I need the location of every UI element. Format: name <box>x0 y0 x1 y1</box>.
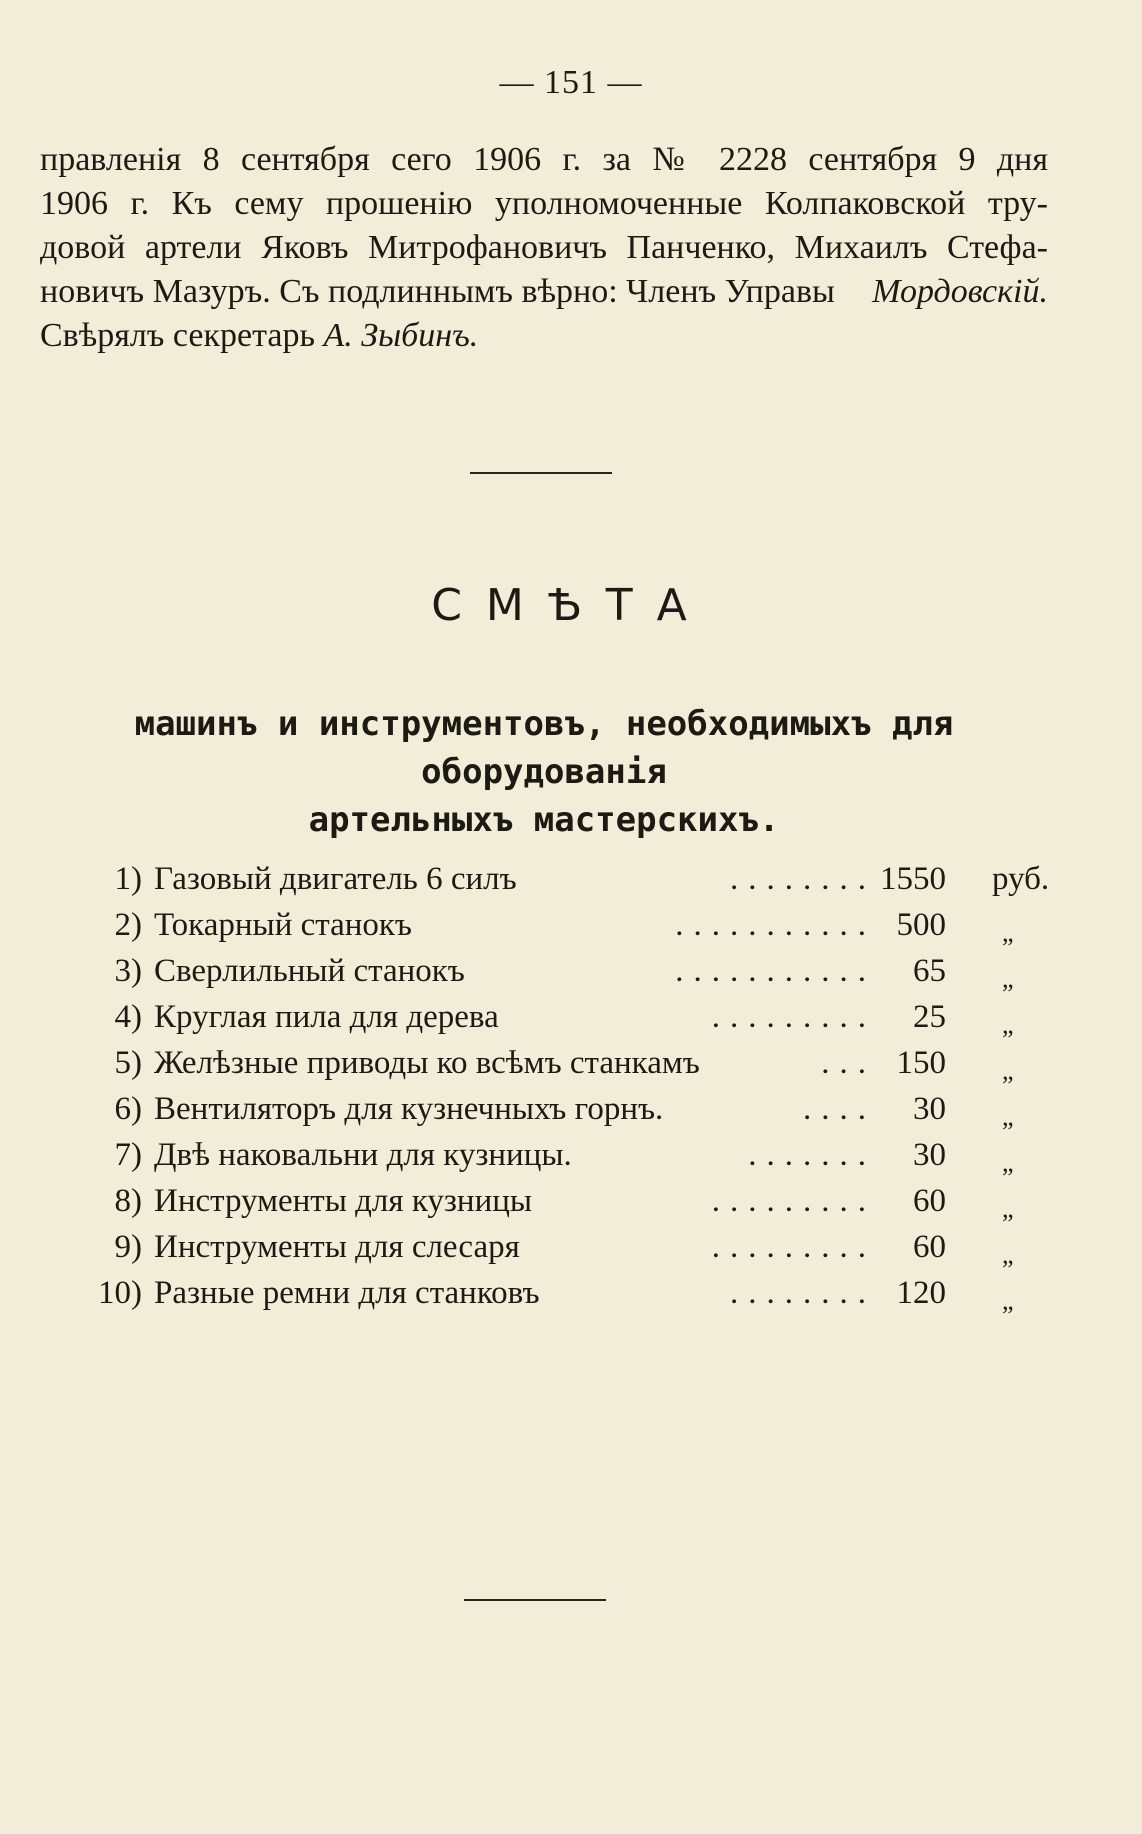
item-unit: „ <box>1002 1240 1014 1269</box>
item-number: 7) <box>114 1137 142 1173</box>
item-amount: 500 <box>896 907 946 943</box>
item-number: 5) <box>114 1045 142 1081</box>
item-unit: „ <box>1002 1286 1014 1315</box>
paragraph-line-text: Свѣрялъ секретарь <box>40 317 315 354</box>
item-leader-dots: ......... <box>711 999 876 1035</box>
list-item <box>86 1178 1046 1224</box>
item-unit: „ <box>1002 1010 1014 1039</box>
page-number: — 151 — <box>499 64 643 101</box>
item-leader-dots: ........ <box>730 861 876 897</box>
list-item <box>86 948 1046 994</box>
item-leader-dots: ........ <box>730 1275 876 1311</box>
item-amount: 120 <box>896 1275 946 1311</box>
paragraph-line: довой артели Яковъ Митрофановичъ Панченко, Михаилъ Стефа- <box>40 229 1048 266</box>
item-name: Инструменты для слесаря <box>154 1229 520 1265</box>
item-amount: 25 <box>913 999 946 1035</box>
item-amount: 150 <box>896 1045 946 1081</box>
item-name: Разные ремни для станковъ <box>154 1275 540 1311</box>
item-name: Круглая пила для дерева <box>154 999 499 1035</box>
item-number: 4) <box>114 999 142 1035</box>
item-leader-dots: ......... <box>711 1183 876 1219</box>
item-leader-dots: .... <box>803 1091 876 1127</box>
item-name: Желѣзные приводы ко всѣмъ станкамъ <box>154 1045 700 1081</box>
item-unit: „ <box>1002 1102 1014 1131</box>
signature-mordovsky: Мордовскій. <box>872 273 1048 310</box>
paragraph-line: 1906 г. Къ сему прошенію уполномоченные Колпаковской тру- <box>40 185 1048 222</box>
item-amount: 60 <box>913 1229 946 1265</box>
list-item <box>86 1040 1046 1086</box>
paragraph-line <box>40 270 1048 314</box>
item-name: Инструменты для кузницы <box>154 1183 533 1219</box>
separator-rule <box>464 1599 606 1601</box>
list-item <box>86 1270 1046 1316</box>
item-name: Вентиляторъ для кузнечныхъ горнъ. <box>154 1091 664 1127</box>
item-number: 9) <box>114 1229 142 1265</box>
item-number: 10) <box>98 1275 142 1311</box>
item-leader-dots: ....... <box>748 1137 876 1173</box>
paragraph-line-text: новичъ Мазуръ. Съ подлиннымъ вѣрно: Членъ Управы <box>40 273 835 310</box>
item-name: Сверлильный станокъ <box>154 953 465 989</box>
subtitle-line: машинъ и инструментовъ, необходимыхъ для оборудованія <box>134 704 954 792</box>
item-leader-dots: ......... <box>711 1229 876 1265</box>
item-number: 6) <box>114 1091 142 1127</box>
item-unit: „ <box>1002 1056 1014 1085</box>
item-amount: 65 <box>913 953 946 989</box>
item-name: Газовый двигатель 6 силъ <box>154 861 517 897</box>
paragraph-line: правленія 8 сентября сего 1906 г. за № 2228 сентября 9 дня <box>40 141 1048 178</box>
item-unit: „ <box>1002 1148 1014 1177</box>
item-amount: 60 <box>913 1183 946 1219</box>
document-title: СМѢТА <box>431 580 711 631</box>
list-item <box>86 1224 1046 1270</box>
item-number: 8) <box>114 1183 142 1219</box>
document-subtitle <box>40 700 1048 844</box>
item-name: Токарный станокъ <box>154 907 412 943</box>
item-unit: руб. <box>992 861 1050 897</box>
item-number: 2) <box>114 907 142 943</box>
body-paragraph <box>40 138 1048 358</box>
list-item <box>86 1132 1046 1178</box>
paragraph-line <box>40 314 1048 358</box>
item-amount: 30 <box>913 1091 946 1127</box>
item-leader-dots: ........... <box>675 953 876 989</box>
subtitle-line: артельныхъ мастерскихъ. <box>308 800 780 840</box>
item-unit: „ <box>1002 1194 1014 1223</box>
separator-rule <box>470 472 612 474</box>
item-amount: 1550 <box>880 861 946 897</box>
item-unit: „ <box>1002 964 1014 993</box>
list-item <box>86 994 1046 1040</box>
signature-zybin: А. Зыбинъ. <box>323 317 479 354</box>
item-amount: 30 <box>913 1137 946 1173</box>
list-item <box>86 856 1050 902</box>
item-leader-dots: ... <box>821 1045 876 1081</box>
list-item <box>86 1086 1046 1132</box>
item-unit: „ <box>1002 918 1014 947</box>
item-number: 3) <box>114 953 142 989</box>
item-name: Двѣ наковальни для кузницы. <box>154 1137 572 1173</box>
item-leader-dots: ........... <box>675 907 876 943</box>
list-item <box>86 902 1046 948</box>
item-number: 1) <box>114 861 142 897</box>
estimate-list <box>86 856 1050 1316</box>
